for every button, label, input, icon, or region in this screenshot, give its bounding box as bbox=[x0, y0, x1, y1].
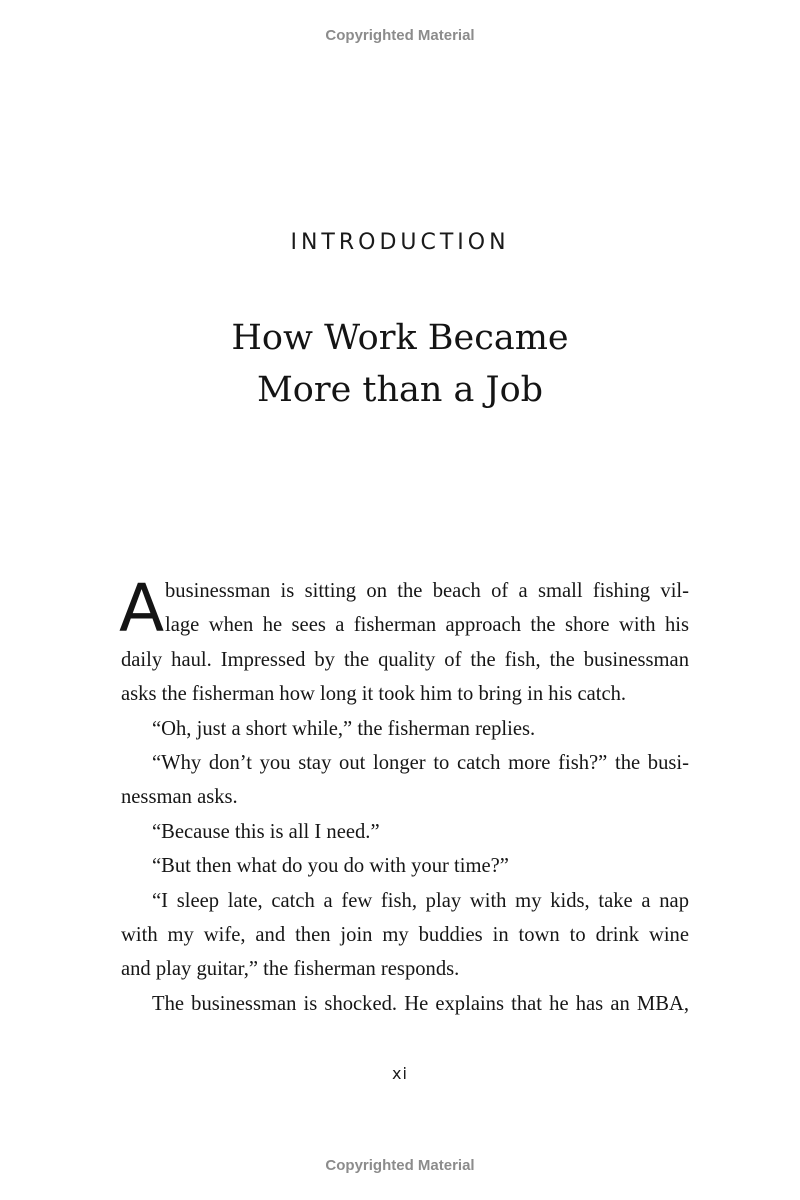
text-line: “Oh, just a short while,” the fisherman replies. bbox=[152, 717, 536, 740]
page-number: xi bbox=[392, 1064, 408, 1083]
text-line: and play guitar,” the fisherman responds. bbox=[121, 958, 460, 981]
copyright-watermark-top: Copyrighted Material bbox=[325, 27, 475, 44]
text-line: “Why don’t you stay out longer to catch more fish?” the busi- bbox=[152, 751, 689, 774]
text-line: daily haul. Impressed by the quality of the fish, the businessman bbox=[121, 648, 689, 671]
text-line: nessman asks. bbox=[121, 786, 238, 809]
chapter-label: INTRODUCTION bbox=[290, 230, 510, 255]
text-line: “Because this is all I need.” bbox=[152, 820, 380, 843]
chapter-title-line-2: More than a Job bbox=[256, 370, 544, 410]
chapter-title-line-1: How Work Became bbox=[231, 318, 569, 358]
drop-cap: A bbox=[119, 570, 165, 647]
text-line: businessman is sitting on the beach of a small fishing vil- bbox=[165, 580, 689, 602]
text-line: lage when he sees a fisherman approach the shore with his bbox=[165, 614, 689, 637]
text-line: “But then what do you do with your time?” bbox=[152, 855, 509, 878]
chapter-title bbox=[0, 312, 800, 416]
text-line: with my wife, and then join my buddies in town to drink wine bbox=[121, 923, 689, 946]
text-line: “I sleep late, catch a few fish, play with my kids, take a nap bbox=[152, 889, 689, 912]
copyright-watermark-bottom: Copyrighted Material bbox=[325, 1157, 475, 1174]
text-line: The businessman is shocked. He explains that he has an MBA, bbox=[152, 992, 689, 1015]
body-text bbox=[119, 570, 689, 1021]
text-line: asks the fisherman how long it took him to bring in his catch. bbox=[121, 683, 627, 706]
